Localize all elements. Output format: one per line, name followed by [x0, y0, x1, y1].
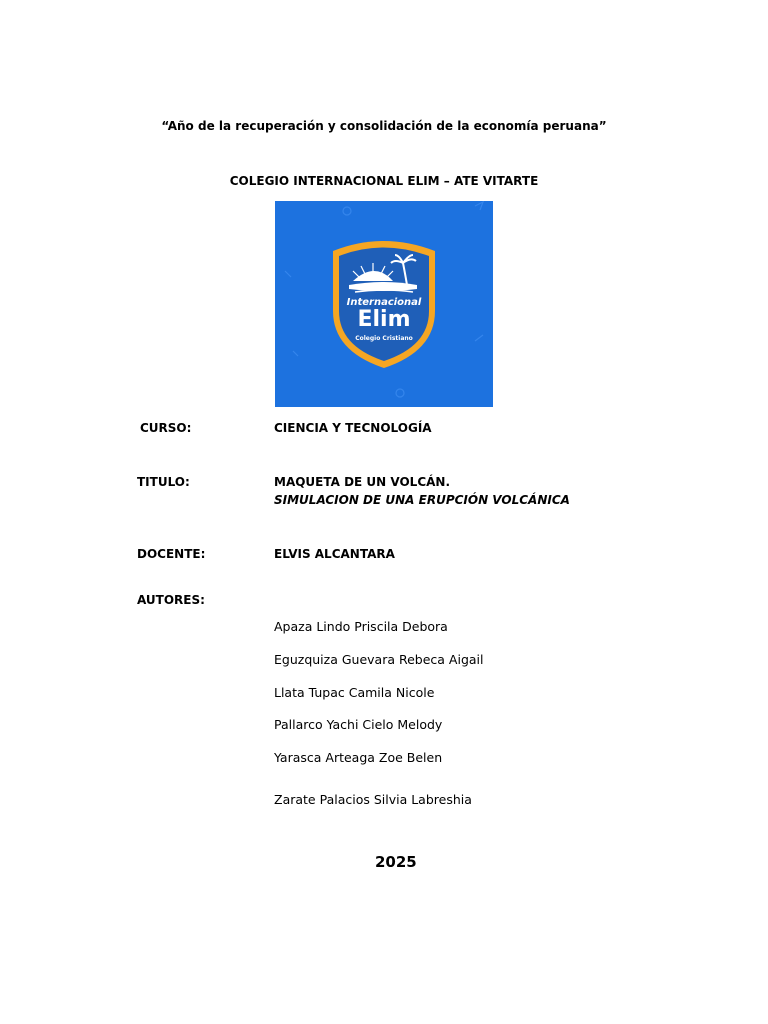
- logo-line-3: Colegio Cristiano: [355, 335, 413, 342]
- autores-label: AUTORES:: [137, 593, 205, 607]
- author-4: Pallarco Yachi Cielo Melody: [274, 717, 443, 732]
- motto-text: “Año de la recuperación y consolidación de la economía peruana”: [161, 119, 607, 133]
- logo-line-2: Elim: [357, 307, 411, 332]
- logo-line-1: Internacional: [346, 297, 422, 308]
- author-1: Apaza Lindo Priscila Debora: [274, 619, 448, 634]
- author-5: Yarasca Arteaga Zoe Belen: [274, 750, 443, 765]
- author-6: Zarate Palacios Silvia Labreshia: [274, 792, 472, 807]
- year-text: 2025: [375, 853, 417, 871]
- school-name: COLEGIO INTERNACIONAL ELIM – ATE VITARTE: [229, 174, 539, 188]
- titulo-value-2: SIMULACION DE UNA ERUPCIÓN VOLCÁNICA: [274, 493, 570, 507]
- docente-value: ELVIS ALCANTARA: [274, 547, 395, 561]
- school-logo: [275, 201, 493, 407]
- docente-label: DOCENTE:: [137, 547, 206, 561]
- titulo-label: TITULO:: [137, 475, 190, 489]
- curso-value: CIENCIA Y TECNOLOGÍA: [274, 421, 432, 435]
- author-3: Llata Tupac Camila Nicole: [274, 685, 435, 700]
- titulo-value-1: MAQUETA DE UN VOLCÁN.: [274, 475, 451, 489]
- curso-label: CURSO:: [140, 421, 192, 435]
- author-2: Eguzquiza Guevara Rebeca Aigail: [274, 652, 484, 667]
